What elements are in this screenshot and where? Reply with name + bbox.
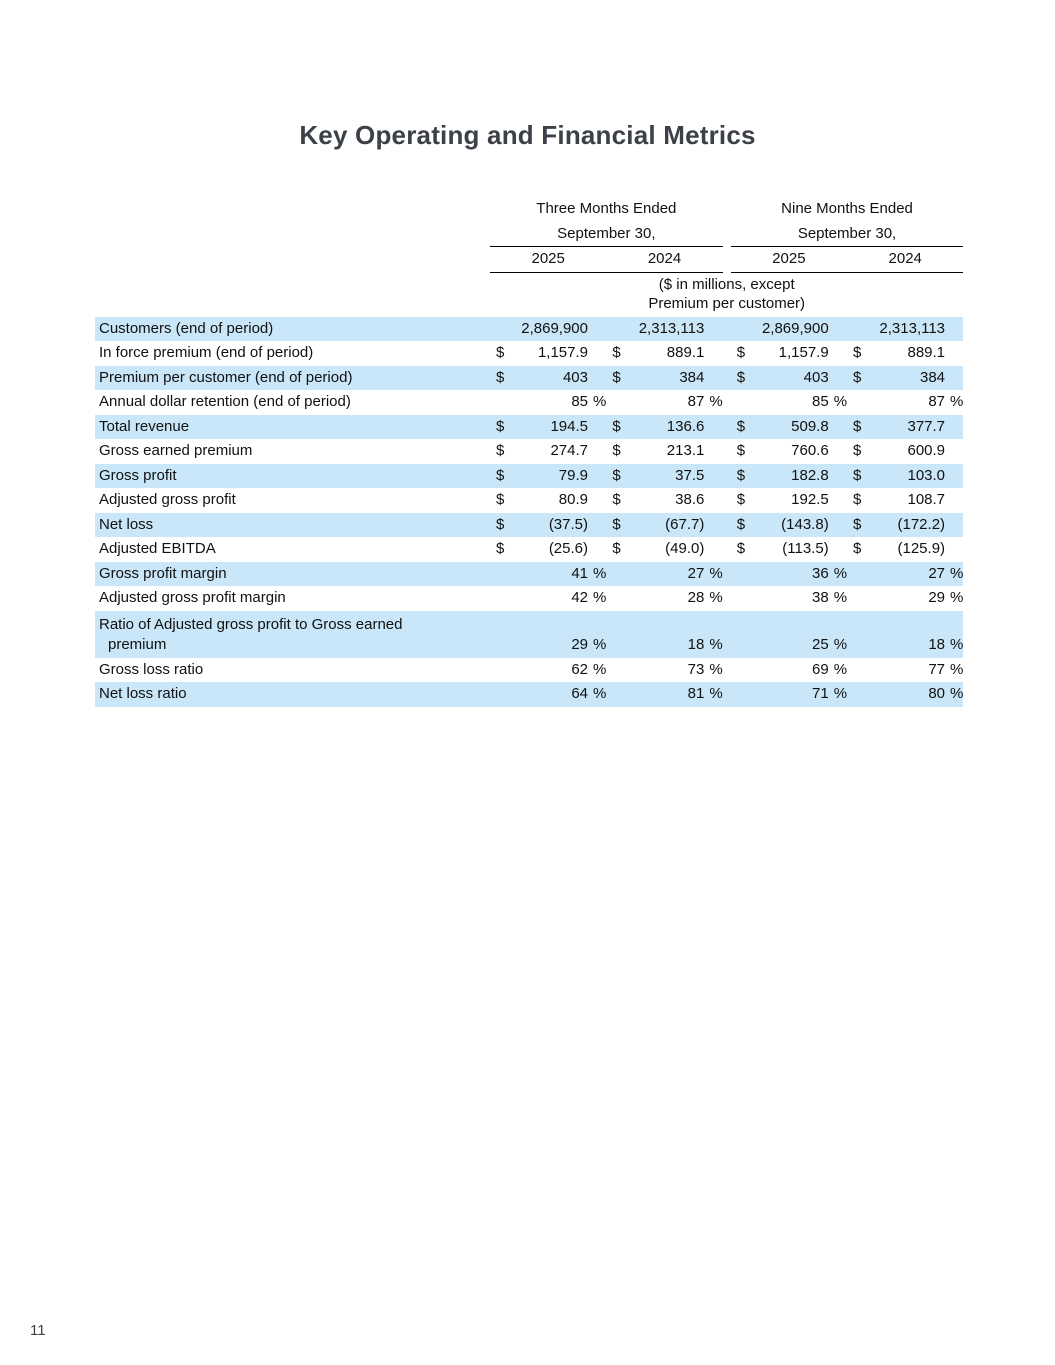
currency-symbol bbox=[731, 658, 749, 683]
cell-value: (25.6) bbox=[548, 540, 588, 557]
period-subtitle-row bbox=[95, 222, 963, 247]
currency-symbol: $ bbox=[736, 344, 746, 361]
row-label: Annual dollar retention (end of period) bbox=[99, 393, 351, 410]
year-header-row bbox=[95, 247, 963, 273]
percent-symbol bbox=[945, 415, 963, 440]
cell-value: 87 bbox=[928, 393, 946, 410]
row-label: Adjusted gross profit margin bbox=[99, 589, 286, 606]
currency-symbol: $ bbox=[736, 442, 746, 459]
currency-symbol bbox=[731, 682, 749, 707]
row-label: Gross loss ratio bbox=[99, 660, 204, 678]
table-row bbox=[95, 341, 963, 366]
percent-symbol bbox=[945, 439, 963, 464]
cell-value: 36 bbox=[812, 564, 829, 582]
currency-symbol: $ bbox=[853, 344, 862, 361]
percent-symbol: % bbox=[593, 660, 607, 678]
page-title: Key Operating and Financial Metrics bbox=[299, 120, 756, 150]
percent-symbol bbox=[945, 488, 963, 513]
currency-symbol bbox=[490, 682, 508, 707]
cell-value: 192.5 bbox=[791, 491, 829, 508]
percent-symbol: % bbox=[950, 685, 964, 702]
cell-value: 25 bbox=[812, 636, 829, 653]
column-gap bbox=[723, 439, 731, 464]
row-label: Gross profit margin bbox=[99, 564, 227, 582]
cell-value: (37.5) bbox=[548, 515, 588, 533]
cell-value: 18 bbox=[928, 636, 946, 653]
cell-value: 136.6 bbox=[666, 417, 705, 435]
currency-symbol: $ bbox=[496, 466, 505, 484]
cell-value: 384 bbox=[920, 368, 946, 386]
column-gap bbox=[723, 390, 731, 415]
column-gap bbox=[723, 464, 731, 489]
currency-symbol bbox=[606, 611, 624, 658]
cell-value: 79.9 bbox=[558, 466, 588, 484]
percent-symbol bbox=[588, 464, 606, 489]
percent-symbol bbox=[704, 439, 722, 464]
currency-symbol bbox=[847, 611, 865, 658]
cell-value: 29 bbox=[571, 636, 588, 653]
cell-value: (67.7) bbox=[665, 515, 705, 533]
column-gap bbox=[723, 586, 731, 611]
column-gap bbox=[723, 682, 731, 707]
table-row bbox=[95, 611, 963, 658]
currency-symbol bbox=[731, 317, 749, 342]
percent-symbol: % bbox=[593, 564, 607, 582]
cell-value: 27 bbox=[928, 564, 946, 582]
cell-value: 85 bbox=[571, 393, 588, 410]
currency-symbol bbox=[606, 586, 624, 611]
row-label: Gross earned premium bbox=[99, 442, 253, 459]
currency-symbol bbox=[490, 586, 508, 611]
units-note-row bbox=[95, 272, 963, 317]
currency-symbol: $ bbox=[612, 368, 621, 386]
cell-value: (143.8) bbox=[781, 515, 829, 533]
percent-symbol bbox=[945, 317, 963, 342]
percent-symbol bbox=[588, 513, 606, 538]
currency-symbol bbox=[606, 317, 624, 342]
cell-value: 18 bbox=[687, 636, 705, 653]
cell-value: 80 bbox=[928, 685, 946, 702]
currency-symbol bbox=[847, 658, 865, 683]
percent-symbol: % bbox=[950, 660, 964, 678]
cell-value: (125.9) bbox=[897, 540, 946, 557]
percent-symbol: % bbox=[833, 589, 848, 606]
cell-value: 81 bbox=[687, 685, 705, 702]
percent-symbol: % bbox=[709, 636, 723, 653]
period-title-nine-months: Nine Months Ended bbox=[781, 200, 913, 217]
row-label: Gross profit bbox=[99, 466, 177, 484]
column-gap bbox=[723, 341, 731, 366]
percent-symbol bbox=[588, 317, 606, 342]
percent-symbol bbox=[829, 317, 847, 342]
cell-value: 889.1 bbox=[907, 344, 946, 361]
percent-symbol bbox=[588, 415, 606, 440]
cell-value: 509.8 bbox=[791, 417, 829, 435]
currency-symbol: $ bbox=[736, 515, 746, 533]
units-note bbox=[490, 272, 963, 317]
percent-symbol: % bbox=[833, 636, 848, 653]
percent-symbol bbox=[704, 464, 722, 489]
cell-value: 69 bbox=[812, 660, 829, 678]
cell-value: 62 bbox=[571, 660, 588, 678]
currency-symbol bbox=[490, 658, 508, 683]
table-row bbox=[95, 439, 963, 464]
currency-symbol: $ bbox=[496, 515, 505, 533]
row-label: Net loss bbox=[99, 515, 154, 533]
cell-value: 182.8 bbox=[791, 466, 829, 484]
cell-value: 889.1 bbox=[666, 344, 705, 361]
column-gap bbox=[723, 537, 731, 562]
currency-symbol: $ bbox=[612, 540, 621, 557]
currency-symbol bbox=[731, 390, 749, 415]
currency-symbol: $ bbox=[496, 344, 505, 361]
cell-value: 42 bbox=[571, 589, 588, 606]
percent-symbol: % bbox=[593, 685, 607, 702]
currency-symbol: $ bbox=[496, 368, 505, 386]
currency-symbol bbox=[731, 586, 749, 611]
currency-symbol: $ bbox=[612, 344, 621, 361]
cell-value: 403 bbox=[562, 368, 588, 386]
table-row bbox=[95, 562, 963, 587]
percent-symbol: % bbox=[833, 660, 848, 678]
percent-symbol bbox=[829, 464, 847, 489]
percent-symbol bbox=[704, 537, 722, 562]
table-row bbox=[95, 537, 963, 562]
table-row bbox=[95, 658, 963, 683]
currency-symbol: $ bbox=[736, 466, 746, 484]
currency-symbol bbox=[490, 611, 508, 658]
column-gap bbox=[723, 488, 731, 513]
currency-symbol: $ bbox=[612, 491, 621, 508]
table-row bbox=[95, 586, 963, 611]
percent-symbol: % bbox=[833, 564, 848, 582]
currency-symbol: $ bbox=[496, 417, 505, 435]
cell-value: 600.9 bbox=[907, 442, 946, 459]
column-gap bbox=[723, 513, 731, 538]
percent-symbol bbox=[945, 537, 963, 562]
percent-symbol bbox=[829, 439, 847, 464]
column-gap bbox=[723, 658, 731, 683]
currency-symbol: $ bbox=[853, 540, 862, 557]
currency-symbol bbox=[847, 317, 865, 342]
cell-value: 1,157.9 bbox=[537, 344, 588, 361]
year-header: 2024 bbox=[847, 247, 963, 273]
currency-symbol: $ bbox=[853, 368, 862, 386]
year-header: 2024 bbox=[606, 247, 722, 273]
row-label: Adjusted EBITDA bbox=[99, 540, 216, 557]
currency-symbol bbox=[847, 586, 865, 611]
currency-symbol: $ bbox=[612, 515, 621, 533]
cell-value: 403 bbox=[803, 368, 829, 386]
currency-symbol: $ bbox=[612, 417, 621, 435]
percent-symbol: % bbox=[950, 589, 964, 606]
currency-symbol: $ bbox=[612, 442, 621, 459]
percent-symbol: % bbox=[709, 685, 723, 702]
currency-symbol: $ bbox=[853, 466, 862, 484]
percent-symbol bbox=[704, 341, 722, 366]
currency-symbol bbox=[731, 611, 749, 658]
currency-symbol bbox=[606, 562, 624, 587]
percent-symbol bbox=[704, 513, 722, 538]
cell-value: 80.9 bbox=[558, 491, 588, 508]
table-row bbox=[95, 366, 963, 391]
table-row bbox=[95, 513, 963, 538]
currency-symbol: $ bbox=[736, 417, 746, 435]
currency-symbol bbox=[606, 658, 624, 683]
percent-symbol bbox=[829, 513, 847, 538]
percent-symbol bbox=[588, 439, 606, 464]
currency-symbol bbox=[847, 390, 865, 415]
percent-symbol bbox=[945, 366, 963, 391]
percent-symbol: % bbox=[593, 589, 607, 606]
percent-symbol bbox=[829, 415, 847, 440]
percent-symbol: % bbox=[593, 636, 607, 653]
row-label: In force premium (end of period) bbox=[99, 344, 314, 361]
currency-symbol: $ bbox=[496, 491, 505, 508]
year-header: 2025 bbox=[490, 247, 606, 273]
percent-symbol bbox=[945, 513, 963, 538]
cell-value: 71 bbox=[812, 685, 829, 702]
percent-symbol bbox=[588, 537, 606, 562]
percent-symbol bbox=[588, 341, 606, 366]
cell-value: 2,313,113 bbox=[879, 319, 946, 337]
percent-symbol bbox=[704, 317, 722, 342]
table-row bbox=[95, 488, 963, 513]
cell-value: 1,157.9 bbox=[778, 344, 829, 361]
table-row bbox=[95, 682, 963, 707]
currency-symbol: $ bbox=[496, 442, 505, 459]
column-gap bbox=[723, 562, 731, 587]
percent-symbol bbox=[945, 464, 963, 489]
row-label: Premium per customer (end of period) bbox=[99, 368, 353, 386]
percent-symbol bbox=[829, 366, 847, 391]
currency-symbol: $ bbox=[853, 417, 862, 435]
column-gap bbox=[723, 317, 731, 342]
currency-symbol: $ bbox=[496, 540, 505, 557]
cell-value: (113.5) bbox=[782, 540, 829, 557]
period-title-row bbox=[95, 197, 963, 222]
cell-value: 77 bbox=[928, 660, 946, 678]
row-label: Total revenue bbox=[99, 417, 190, 435]
period-title-three-months: Three Months Ended bbox=[536, 200, 677, 217]
row-label: Ratio of Adjusted gross profit to Gross earned premium bbox=[99, 615, 403, 653]
metrics-table bbox=[95, 197, 963, 707]
row-label: Adjusted gross profit bbox=[99, 491, 236, 508]
cell-value: 2,869,900 bbox=[521, 319, 588, 337]
currency-symbol: $ bbox=[736, 491, 746, 508]
row-label: Net loss ratio bbox=[99, 685, 187, 702]
cell-value: 2,869,900 bbox=[761, 319, 829, 337]
currency-symbol bbox=[847, 682, 865, 707]
percent-symbol bbox=[588, 366, 606, 391]
percent-symbol bbox=[829, 341, 847, 366]
column-gap bbox=[723, 415, 731, 440]
percent-symbol bbox=[704, 415, 722, 440]
column-gap bbox=[723, 611, 731, 658]
cell-value: (172.2) bbox=[897, 515, 946, 533]
cell-value: 41 bbox=[571, 564, 588, 582]
currency-symbol: $ bbox=[736, 540, 746, 557]
column-gap bbox=[723, 366, 731, 391]
cell-value: 377.7 bbox=[907, 417, 946, 435]
period-subtitle-three-months: September 30, bbox=[490, 222, 723, 247]
table-row bbox=[95, 415, 963, 440]
period-subtitle-nine-months: September 30, bbox=[731, 222, 964, 247]
currency-symbol: $ bbox=[853, 515, 862, 533]
percent-symbol: % bbox=[833, 393, 848, 410]
currency-symbol: $ bbox=[736, 368, 746, 386]
cell-value: 28 bbox=[687, 589, 705, 606]
cell-value: 384 bbox=[679, 368, 705, 386]
units-note-line1: ($ in millions, except bbox=[658, 275, 795, 293]
cell-value: 760.6 bbox=[791, 442, 829, 459]
page-number: 11 bbox=[30, 1322, 46, 1339]
percent-symbol: % bbox=[950, 636, 964, 653]
percent-symbol: % bbox=[950, 564, 964, 582]
currency-symbol: $ bbox=[853, 491, 862, 508]
percent-symbol bbox=[829, 488, 847, 513]
cell-value: 37.5 bbox=[675, 466, 705, 484]
cell-value: 2,313,113 bbox=[638, 319, 705, 337]
currency-symbol bbox=[490, 562, 508, 587]
percent-symbol: % bbox=[833, 685, 848, 702]
cell-value: 73 bbox=[687, 660, 705, 678]
table-row bbox=[95, 390, 963, 415]
percent-symbol bbox=[704, 488, 722, 513]
currency-symbol bbox=[606, 682, 624, 707]
cell-value: (49.0) bbox=[665, 540, 705, 557]
percent-symbol: % bbox=[709, 589, 723, 606]
percent-symbol: % bbox=[709, 393, 723, 410]
percent-symbol: % bbox=[709, 660, 723, 678]
percent-symbol bbox=[829, 537, 847, 562]
percent-symbol bbox=[588, 488, 606, 513]
cell-value: 64 bbox=[571, 685, 588, 702]
currency-symbol bbox=[490, 317, 508, 342]
currency-symbol bbox=[847, 562, 865, 587]
cell-value: 87 bbox=[687, 393, 705, 410]
percent-symbol: % bbox=[709, 564, 723, 582]
cell-value: 274.7 bbox=[550, 442, 588, 459]
cell-value: 108.7 bbox=[907, 491, 946, 508]
table-row bbox=[95, 317, 963, 342]
currency-symbol: $ bbox=[612, 466, 621, 484]
percent-symbol: % bbox=[593, 393, 607, 410]
currency-symbol bbox=[490, 390, 508, 415]
cell-value: 29 bbox=[928, 589, 946, 606]
currency-symbol bbox=[731, 562, 749, 587]
currency-symbol bbox=[606, 390, 624, 415]
cell-value: 85 bbox=[812, 393, 829, 410]
percent-symbol: % bbox=[950, 393, 964, 410]
cell-value: 38 bbox=[812, 589, 829, 606]
year-header: 2025 bbox=[731, 247, 847, 273]
percent-symbol bbox=[945, 341, 963, 366]
row-label: Customers (end of period) bbox=[99, 319, 274, 337]
percent-symbol bbox=[704, 366, 722, 391]
cell-value: 27 bbox=[687, 564, 705, 582]
cell-value: 213.1 bbox=[666, 442, 705, 459]
currency-symbol: $ bbox=[853, 442, 862, 459]
units-note-line2: Premium per customer) bbox=[648, 295, 806, 312]
table-row bbox=[95, 464, 963, 489]
cell-value: 194.5 bbox=[550, 417, 588, 435]
cell-value: 38.6 bbox=[675, 491, 705, 508]
cell-value: 103.0 bbox=[907, 466, 946, 484]
